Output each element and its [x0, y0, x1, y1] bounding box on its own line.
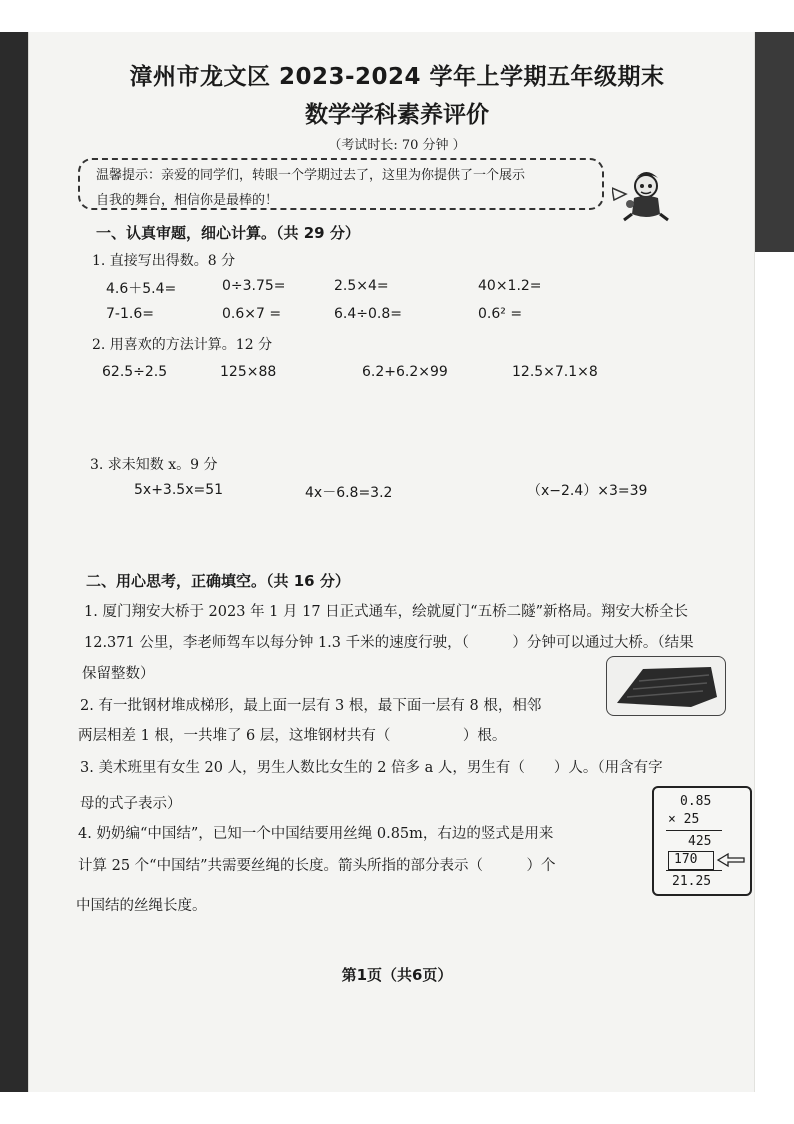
problem-3-line1: 3. 美术班里有女生 20 人，男生人数比女生的 2 倍多 a 人，男生有（ ）人。（用含有字 [80, 760, 663, 776]
vertical-calc-line: 170 [674, 852, 698, 867]
vertical-multiplication [652, 786, 752, 896]
problem-3-line2: 母的式子表示） [80, 796, 182, 812]
calc-item: 4.6＋5.4= [106, 281, 177, 297]
vertical-calc-line: 0.85 [680, 794, 712, 809]
vertical-calc-line: 425 [688, 834, 712, 849]
problem-4-line1: 4. 奶奶编“中国结”，已知一个中国结要用丝绳 0.85m，右边的竖式是用来 [78, 826, 554, 842]
vertical-calc-rule [666, 870, 722, 871]
question-2-label: 2. 用喜欢的方法计算。12 分 [92, 337, 273, 353]
page-background-edge [0, 32, 28, 1092]
tip-text-line2: 自我的舞台，相信你是最棒的！ [96, 193, 279, 208]
vertical-calc-rule [666, 830, 722, 831]
calc-item: 40×1.2= [478, 278, 542, 294]
cartoon-mascot-icon [612, 168, 670, 222]
steel-pile-icon [607, 657, 725, 715]
calc-item: 6.4÷0.8= [334, 306, 402, 322]
problem-1-line3: 保留整数） [82, 666, 155, 682]
page-number: 第1页（共6页） [341, 966, 453, 984]
arrow-left-icon [716, 852, 746, 868]
calc-item: 0.6² = [478, 306, 523, 322]
tip-text-line1: 温馨提示：亲爱的同学们，转眼一个学期过去了，这里为你提供了一个展示 [96, 168, 526, 183]
equation-item: 4x－6.8=3.2 [305, 485, 393, 501]
exam-duration: （考试时长: 70 分钟 ） [328, 138, 466, 153]
calc-item: 0.6×7 = [222, 306, 282, 322]
exam-title-line1: 漳州市龙文区 2023-2024 学年上学期五年级期末 [129, 64, 665, 90]
steel-pile-image [606, 656, 726, 716]
section-2-heading: 二、用心思考，正确填空。（共 16 分） [86, 572, 350, 590]
vertical-calc-line: 21.25 [672, 874, 712, 889]
section-1-heading: 一、认真审题，细心计算。（共 29 分） [96, 224, 360, 242]
question-1-label: 1. 直接写出得数。8 分 [92, 253, 236, 269]
exam-title-line2: 数学学科素养评价 [305, 102, 489, 128]
calc-item: 12.5×7.1×8 [512, 364, 598, 380]
calc-item: 62.5÷2.5 [102, 364, 168, 380]
problem-4-line3: 中国结的丝绳长度。 [76, 898, 207, 914]
vertical-calc-line: × 25 [668, 812, 700, 827]
question-3-label: 3. 求未知数 x。9 分 [90, 457, 218, 473]
calc-item: 7-1.6= [106, 306, 154, 322]
calc-item: 0÷3.75= [222, 278, 286, 294]
calc-item: 125×88 [220, 364, 277, 380]
calc-item: 6.2+6.2×99 [362, 364, 448, 380]
problem-2-line1: 2. 有一批钢材堆成梯形，最上面一层有 3 根，最下面一层有 8 根，相邻 [80, 698, 542, 714]
equation-item: （x−2.4）×3=39 [527, 483, 648, 499]
problem-1-line2: 12.371 公里，李老师驾车以每分钟 1.3 千米的速度行驶，（ ）分钟可以通过大桥。（结果 [84, 635, 694, 651]
equation-item: 5x+3.5x=51 [134, 482, 224, 498]
problem-1-line1: 1. 厦门翔安大桥于 2023 年 1 月 17 日正式通车，绘就厦门“五桥二隧”新格局。翔安大桥全长 [84, 604, 688, 620]
problem-2-line2: 两层相差 1 根，一共堆了 6 层，这堆钢材共有（ ）根。 [78, 728, 507, 744]
calc-item: 2.5×4= [334, 278, 389, 294]
problem-4-line2: 计算 25 个“中国结”共需要丝绳的长度。箭头所指的部分表示（ ）个 [78, 858, 556, 874]
